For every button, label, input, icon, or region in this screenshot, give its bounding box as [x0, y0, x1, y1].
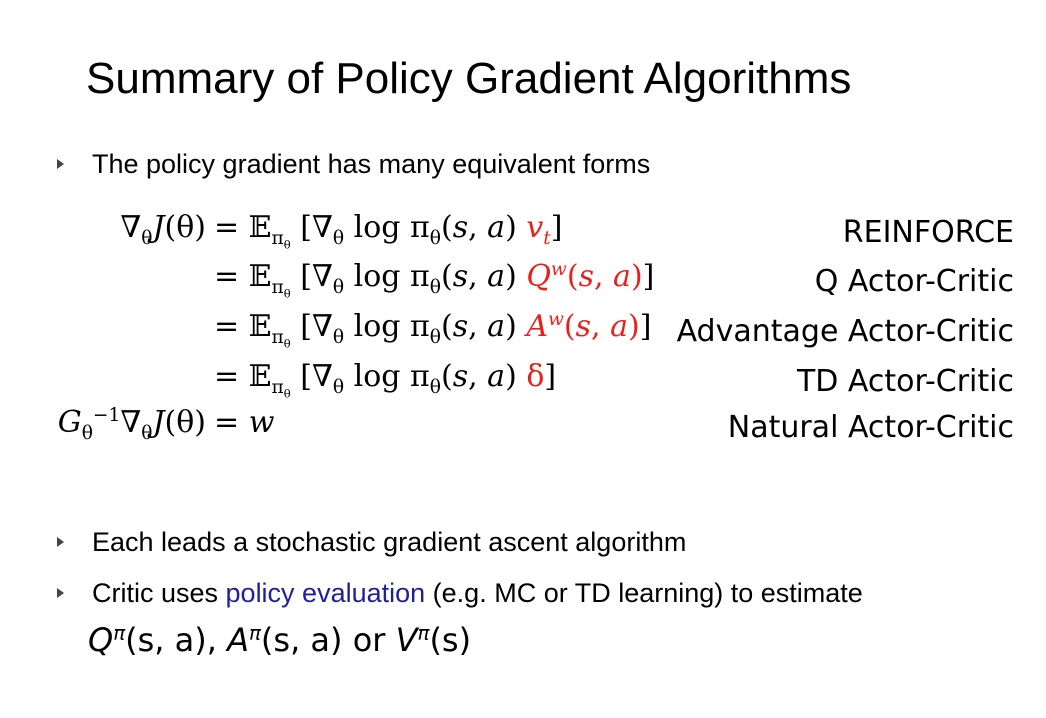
algorithm-label: REINFORCE: [842, 215, 1014, 250]
equation-lhs: $G_\theta^{-1}\nabla_\theta J(\theta)$: [57, 405, 206, 444]
equation-rhs: = w: [214, 405, 275, 440]
equation-rhs: = 𝔼$_{\pi_\theta}$ [$\nabla_\theta$ $\log \pi_\theta(s$, a) $A^w(s$, a)]: [214, 309, 652, 351]
a-symbol: A: [227, 621, 249, 659]
a-args: (s, a): [260, 621, 343, 659]
equation-rhs: = 𝔼$_{\pi_\theta}$ [$\nabla_\theta$ $\log \pi_\theta(s$, a) δ]: [214, 359, 557, 401]
bullet-text: The policy gradient has many equivalent forms: [92, 149, 651, 179]
equation-row-natural-actor-critic: [0, 405, 1046, 451]
pi-symbol: π: [248, 621, 261, 645]
bullet-arrow-icon: [57, 159, 64, 169]
bullet-text: Each leads a stochastic gradient ascent algorithm: [92, 527, 687, 557]
v-args: (s): [429, 621, 472, 659]
v-symbol: V: [395, 621, 418, 659]
q-args: (s, a): [125, 621, 207, 659]
bullet-text-prefix: Critic uses: [92, 578, 226, 608]
bullet-critic-evaluation: [57, 577, 863, 609]
bullet-arrow-icon: [57, 537, 64, 547]
bullet-stochastic-ascent: [57, 526, 686, 558]
pi-symbol: π: [113, 621, 126, 645]
pi-symbol: π: [417, 621, 430, 645]
equation-rhs: = 𝔼$_{\pi_\theta}$ [$\nabla_\theta$ $\log \pi_\theta(s$, a) $Q^w(s$, a)]: [214, 259, 655, 301]
equation-rhs: = 𝔼$_{\pi_\theta}$ [$\nabla_\theta$ $\log \pi_\theta(s$, a) $v_t$]: [214, 210, 563, 252]
q-symbol: Q: [88, 621, 114, 659]
bullet-text-suffix: (e.g. MC or TD learning) to estimate: [425, 578, 863, 608]
or-connector: or: [352, 621, 386, 659]
algorithm-label: Natural Actor-Critic: [727, 410, 1014, 445]
algorithm-label: Advantage Actor-Critic: [676, 314, 1014, 349]
estimate-targets: [88, 618, 471, 662]
equation-row-td-actor-critic: [0, 359, 1046, 405]
algorithm-label: Q Actor-Critic: [814, 264, 1014, 299]
equation-row-q-actor-critic: [0, 259, 1046, 305]
equation-lhs: $\nabla_\theta J(\theta)$: [120, 210, 206, 249]
slide-title: Summary of Policy Gradient Algorithms: [86, 54, 852, 103]
policy-evaluation-link[interactable]: policy evaluation: [225, 578, 426, 608]
equation-row-reinforce: [0, 210, 1046, 256]
algorithm-label: TD Actor-Critic: [796, 364, 1014, 399]
bullet-equivalent-forms: [57, 148, 650, 180]
equation-row-advantage-actor-critic: [0, 309, 1046, 355]
separator: ,: [206, 621, 217, 659]
bullet-arrow-icon: [57, 588, 64, 598]
